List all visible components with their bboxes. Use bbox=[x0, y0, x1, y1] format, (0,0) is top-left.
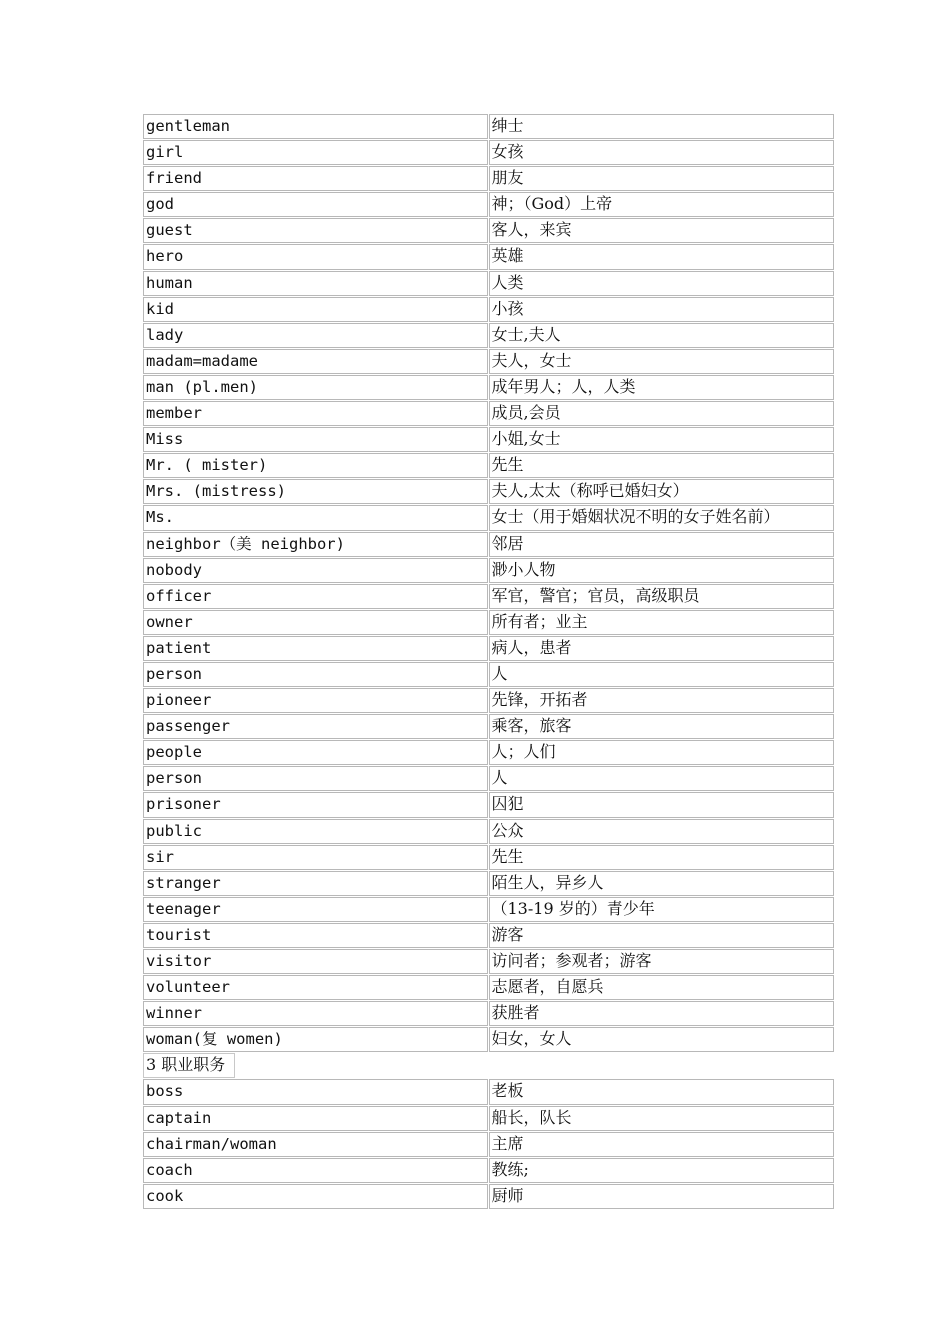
table-row bbox=[143, 479, 835, 505]
chinese-meaning: 人类 bbox=[489, 271, 835, 296]
table-row bbox=[143, 975, 835, 1001]
chinese-meaning: （13-19 岁的）青少年 bbox=[489, 897, 835, 922]
chinese-meaning: 夫人，女士 bbox=[489, 349, 835, 374]
english-word: girl bbox=[143, 140, 488, 165]
english-word: coach bbox=[143, 1158, 488, 1183]
chinese-meaning: 成员,会员 bbox=[489, 401, 835, 426]
table-row bbox=[143, 1106, 835, 1132]
english-word: officer bbox=[143, 584, 488, 609]
chinese-meaning: 妇女，女人 bbox=[489, 1027, 835, 1052]
table-row bbox=[143, 819, 835, 845]
english-word: boss bbox=[143, 1079, 488, 1104]
table-row bbox=[143, 297, 835, 323]
vocabulary-sheet bbox=[143, 114, 835, 1210]
english-word: people bbox=[143, 740, 488, 765]
table-row bbox=[143, 453, 835, 479]
english-word: pioneer bbox=[143, 688, 488, 713]
english-word: Ms. bbox=[143, 505, 488, 530]
chinese-meaning: 获胜者 bbox=[489, 1001, 835, 1026]
table-row bbox=[143, 271, 835, 297]
table-row bbox=[143, 532, 835, 558]
table-row bbox=[143, 1158, 835, 1184]
table-row bbox=[143, 792, 835, 818]
english-word: Miss bbox=[143, 427, 488, 452]
vocab-table-occupations bbox=[143, 1079, 835, 1209]
chinese-meaning: 老板 bbox=[489, 1079, 835, 1104]
chinese-meaning: 英雄 bbox=[489, 244, 835, 269]
chinese-meaning: 女士,夫人 bbox=[489, 323, 835, 348]
english-word: Mr. ( mister) bbox=[143, 453, 488, 478]
english-word: man (pl.men) bbox=[143, 375, 488, 400]
english-word: person bbox=[143, 662, 488, 687]
chinese-meaning: 乘客，旅客 bbox=[489, 714, 835, 739]
english-word: guest bbox=[143, 218, 488, 243]
table-row bbox=[143, 949, 835, 975]
table-row bbox=[143, 897, 835, 923]
chinese-meaning: 女孩 bbox=[489, 140, 835, 165]
chinese-meaning: 教练; bbox=[489, 1158, 835, 1183]
english-word: sir bbox=[143, 845, 488, 870]
chinese-meaning: 船长，队长 bbox=[489, 1106, 835, 1131]
chinese-meaning: 厨师 bbox=[489, 1184, 835, 1209]
table-row bbox=[143, 505, 835, 531]
table-row bbox=[143, 636, 835, 662]
english-word: visitor bbox=[143, 949, 488, 974]
vocab-table-people bbox=[143, 114, 835, 1053]
chinese-meaning: 病人，患者 bbox=[489, 636, 835, 661]
table-row bbox=[143, 610, 835, 636]
chinese-meaning: 绅士 bbox=[489, 114, 835, 139]
chinese-meaning: 人 bbox=[489, 766, 835, 791]
english-word: prisoner bbox=[143, 792, 488, 817]
table-row bbox=[143, 114, 835, 140]
chinese-meaning: 先生 bbox=[489, 453, 835, 478]
table-row bbox=[143, 140, 835, 166]
table-row bbox=[143, 375, 835, 401]
english-word: public bbox=[143, 819, 488, 844]
english-word: friend bbox=[143, 166, 488, 191]
table-row bbox=[143, 401, 835, 427]
table-row bbox=[143, 688, 835, 714]
english-word: Mrs. (mistress) bbox=[143, 479, 488, 504]
table-row bbox=[143, 1132, 835, 1158]
english-word: kid bbox=[143, 297, 488, 322]
section-heading-row bbox=[143, 1053, 835, 1079]
table-row bbox=[143, 1184, 835, 1210]
english-word: passenger bbox=[143, 714, 488, 739]
english-word: woman(复 women) bbox=[143, 1027, 488, 1052]
chinese-meaning: 先锋，开拓者 bbox=[489, 688, 835, 713]
chinese-meaning: 囚犯 bbox=[489, 792, 835, 817]
chinese-meaning: 朋友 bbox=[489, 166, 835, 191]
english-word: member bbox=[143, 401, 488, 426]
english-word: chairman/woman bbox=[143, 1132, 488, 1157]
chinese-meaning: 访问者；参观者；游客 bbox=[489, 949, 835, 974]
chinese-meaning: 陌生人，异乡人 bbox=[489, 871, 835, 896]
english-word: teenager bbox=[143, 897, 488, 922]
table-row bbox=[143, 766, 835, 792]
table-row bbox=[143, 871, 835, 897]
chinese-meaning: 神；（God）上帝 bbox=[489, 192, 835, 217]
chinese-meaning: 先生 bbox=[489, 845, 835, 870]
table-row bbox=[143, 740, 835, 766]
english-word: human bbox=[143, 271, 488, 296]
english-word: god bbox=[143, 192, 488, 217]
chinese-meaning: 客人，来宾 bbox=[489, 218, 835, 243]
english-word: neighbor（美 neighbor) bbox=[143, 532, 488, 557]
table-row bbox=[143, 662, 835, 688]
english-word: owner bbox=[143, 610, 488, 635]
english-word: tourist bbox=[143, 923, 488, 948]
chinese-meaning: 成年男人；人，人类 bbox=[489, 375, 835, 400]
english-word: hero bbox=[143, 244, 488, 269]
english-word: stranger bbox=[143, 871, 488, 896]
table-row bbox=[143, 558, 835, 584]
chinese-meaning: 公众 bbox=[489, 819, 835, 844]
table-row bbox=[143, 323, 835, 349]
table-row bbox=[143, 244, 835, 270]
english-word: lady bbox=[143, 323, 488, 348]
table-row bbox=[143, 192, 835, 218]
english-word: cook bbox=[143, 1184, 488, 1209]
chinese-meaning: 人；人们 bbox=[489, 740, 835, 765]
table-row bbox=[143, 1027, 835, 1053]
english-word: winner bbox=[143, 1001, 488, 1026]
chinese-meaning: 小孩 bbox=[489, 297, 835, 322]
table-row bbox=[143, 923, 835, 949]
table-row bbox=[143, 1001, 835, 1027]
english-word: patient bbox=[143, 636, 488, 661]
chinese-meaning: 小姐,女士 bbox=[489, 427, 835, 452]
chinese-meaning: 邻居 bbox=[489, 532, 835, 557]
chinese-meaning: 志愿者，自愿兵 bbox=[489, 975, 835, 1000]
chinese-meaning: 游客 bbox=[489, 923, 835, 948]
english-word: volunteer bbox=[143, 975, 488, 1000]
chinese-meaning: 女士（用于婚姻状况不明的女子姓名前） bbox=[489, 505, 835, 530]
chinese-meaning: 夫人,太太（称呼已婚妇女） bbox=[489, 479, 835, 504]
english-word: captain bbox=[143, 1106, 488, 1131]
chinese-meaning: 军官，警官；官员，高级职员 bbox=[489, 584, 835, 609]
table-row bbox=[143, 349, 835, 375]
chinese-meaning: 人 bbox=[489, 662, 835, 687]
english-word: gentleman bbox=[143, 114, 488, 139]
table-row bbox=[143, 845, 835, 871]
chinese-meaning: 所有者；业主 bbox=[489, 610, 835, 635]
table-row bbox=[143, 427, 835, 453]
table-row bbox=[143, 584, 835, 610]
section-heading: 3 职业职务 bbox=[143, 1053, 235, 1078]
table-row bbox=[143, 714, 835, 740]
chinese-meaning: 主席 bbox=[489, 1132, 835, 1157]
english-word: person bbox=[143, 766, 488, 791]
english-word: madam=madame bbox=[143, 349, 488, 374]
english-word: nobody bbox=[143, 558, 488, 583]
table-row bbox=[143, 218, 835, 244]
table-row bbox=[143, 1079, 835, 1105]
table-row bbox=[143, 166, 835, 192]
chinese-meaning: 渺小人物 bbox=[489, 558, 835, 583]
